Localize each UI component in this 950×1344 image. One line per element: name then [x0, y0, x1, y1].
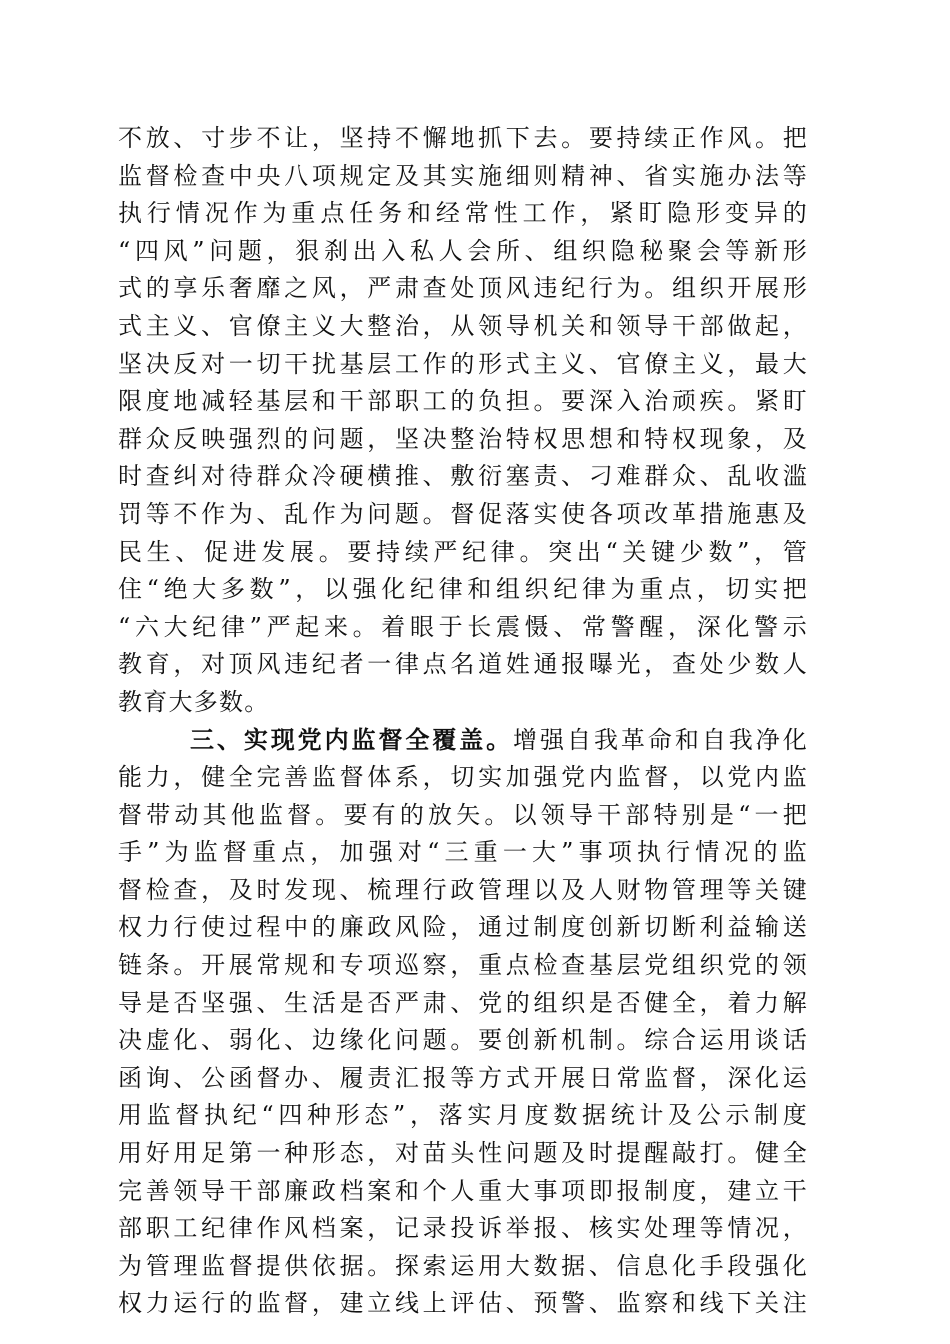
text-line: 住“绝大多数”，以强化纪律和组织纪律为重点，切实把 — [118, 575, 808, 604]
text-line: 执行情况作为重点任务和经常性工作，紧盯隐形变异的 — [118, 199, 808, 228]
text-line: 限度地减轻基层和干部职工的负担。要深入治顽疾。紧盯 — [118, 387, 808, 416]
section-3-paragraph — [118, 722, 808, 1324]
section-3-heading: 三、实现党内监督全覆盖。 — [190, 725, 514, 754]
text-line: 导是否坚强、生活是否严肃、党的组织是否健全，着力解 — [118, 988, 808, 1017]
text-line: 时查纠对待群众冷硬横推、敷衍塞责、刁难群众、乱收滥 — [118, 462, 808, 491]
text-line: 能力，健全完善监督体系，切实加强党内监督，以党内监 — [118, 763, 808, 792]
text-line: “四风”问题，狠刹出入私人会所、组织隐秘聚会等新形 — [118, 236, 808, 265]
text-line: 完善领导干部廉政档案和个人重大事项即报制度，建立干 — [118, 1176, 808, 1205]
text-line: 督检查，及时发现、梳理行政管理以及人财物管理等关键 — [118, 875, 808, 904]
text-line: 罚等不作为、乱作为问题。督促落实使各项改革措施惠及 — [118, 499, 808, 528]
text-line: 教育，对顶风违纪者一律点名道姓通报曝光，查处少数人 — [118, 650, 808, 679]
text-line: 函询、公函督办、履责汇报等方式开展日常监督，深化运 — [118, 1063, 808, 1092]
text-line: “六大纪律”严起来。着眼于长震慑、常警醒，深化警示 — [118, 612, 808, 641]
text-line: 决虚化、弱化、边缘化问题。要创新机制。综合运用谈话 — [118, 1026, 808, 1055]
text-line: 用监督执纪“四种形态”，落实月度数据统计及公示制度 — [118, 1101, 808, 1130]
text-line: 权力行使过程中的廉政风险，通过制度创新切断利益输送 — [118, 913, 808, 942]
text-line: 群众反映强烈的问题，坚决整治特权思想和特权现象，及 — [118, 424, 808, 453]
paragraph-continuation — [118, 120, 808, 722]
document-body — [118, 120, 808, 1323]
text-line: 监督检查中央八项规定及其实施细则精神、省实施办法等 — [118, 161, 808, 190]
text-line: 教育大多数。 — [118, 687, 270, 716]
text-line: 督带动其他监督。要有的放矢。以领导干部特别是“一把 — [118, 800, 808, 829]
section-3-first-line — [118, 722, 808, 760]
text-line: 部职工纪律作风档案，记录投诉举报、核实处理等情况， — [118, 1214, 808, 1243]
section-3-first-text: 增强自我革命和自我净化 — [513, 725, 808, 754]
text-line: 式主义、官僚主义大整治，从领导机关和领导干部做起， — [118, 311, 808, 340]
text-line: 不放、寸步不让，坚持不懈地抓下去。要持续正作风。把 — [118, 124, 808, 152]
text-line: 权力运行的监督，建立线上评估、预警、监察和线下关注 — [118, 1289, 808, 1318]
text-line: 式的享乐奢靡之风，严肃查处顶风违纪行为。组织开展形 — [118, 274, 808, 303]
text-line: 坚决反对一切干扰基层工作的形式主义、官僚主义，最大 — [118, 349, 808, 378]
text-line: 用好用足第一种形态，对苗头性问题及时提醒敲打。健全 — [118, 1139, 808, 1168]
text-line: 链条。开展常规和专项巡察，重点检查基层党组织党的领 — [118, 951, 808, 980]
text-line: 手”为监督重点，加强对“三重一大”事项执行情况的监 — [118, 838, 808, 867]
text-line: 民生、促进发展。要持续严纪律。突出“关键少数”，管 — [118, 537, 808, 566]
text-line: 为管理监督提供依据。探索运用大数据、信息化手段强化 — [118, 1251, 808, 1280]
